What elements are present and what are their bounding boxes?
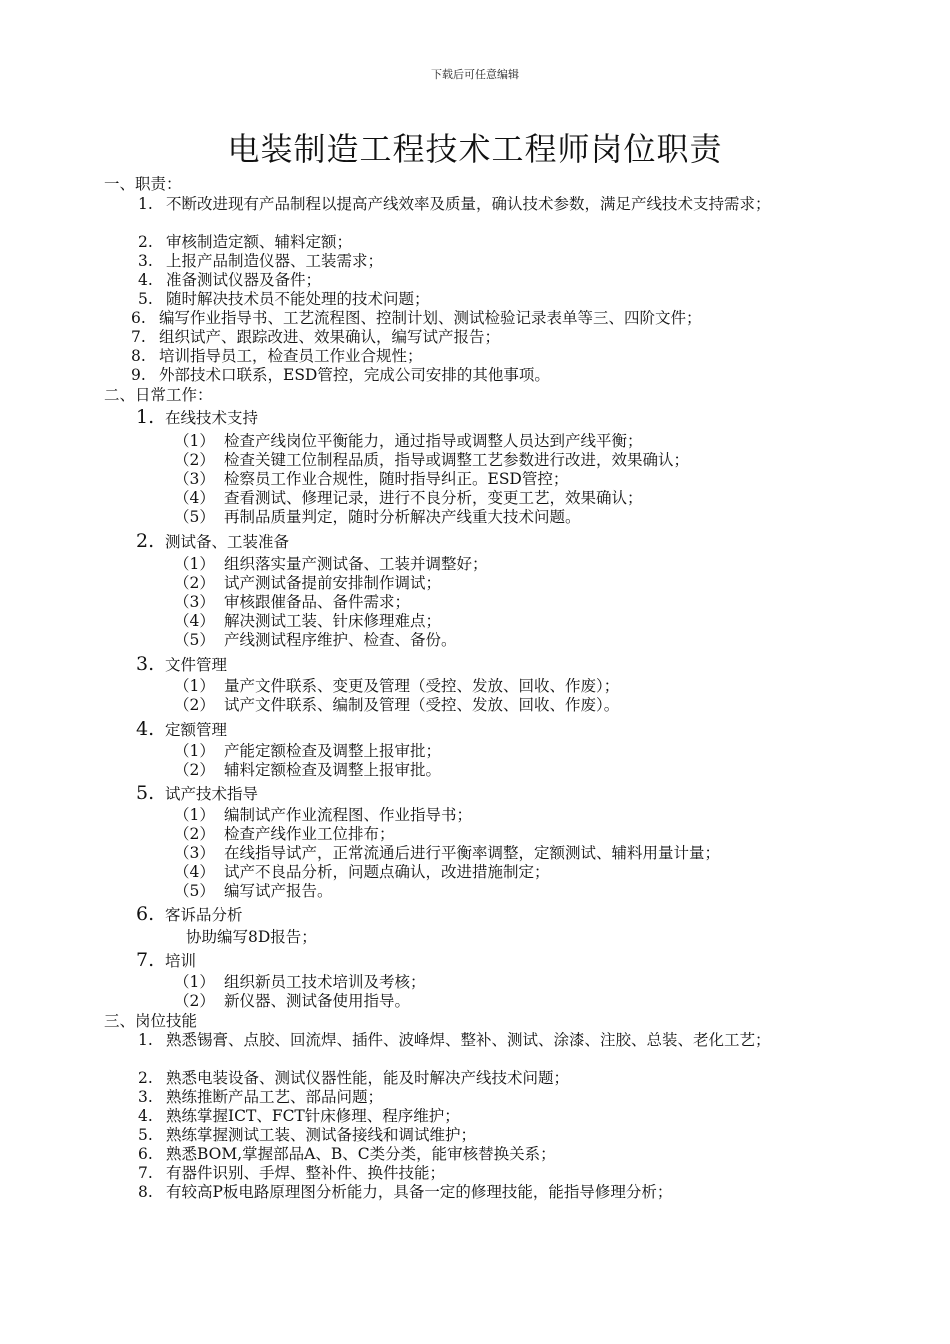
list-item-number: 7.: [131, 328, 146, 346]
sub-item-number: （1）: [174, 432, 215, 450]
sub-item-number: （3）: [174, 470, 215, 488]
sub-item-text: 解决测试工装、针床修理难点；: [224, 612, 442, 630]
list-item-number: 4.: [138, 1107, 153, 1125]
sub-item-text: 检查产线岗位平衡能力，通过指导或调整人员达到产线平衡；: [224, 432, 643, 450]
sub-item-text: 检查关键工位制程品质，指导或调整工艺参数进行改进，效果确认；: [224, 451, 690, 469]
section-heading: 二、日常工作：: [104, 386, 213, 404]
group-title: 在线技术支持: [165, 409, 259, 427]
sub-item-number: （1）: [174, 806, 215, 824]
sub-item-number: （1）: [174, 555, 215, 573]
section-heading: 一、职责：: [104, 175, 182, 193]
list-item-number: 8.: [138, 1183, 153, 1201]
list-item-text: 培训指导员工，检查员工作业合规性；: [159, 347, 423, 365]
group-title: 文件管理: [165, 656, 228, 674]
list-item-text: 随时解决技术员不能处理的技术问题；: [166, 290, 430, 308]
group-title: 测试备、工装准备: [165, 533, 290, 551]
list-item-text: 外部技术口联系，ESD管控，完成公司安排的其他事项。: [159, 366, 550, 384]
sub-item-text: 新仪器、测试备使用指导。: [224, 992, 411, 1010]
list-item-text: 熟悉BOM,掌握部品A、B、C类分类，能审核替换关系；: [166, 1145, 556, 1163]
header-note: 下载后可任意编辑: [431, 68, 519, 81]
group-number: 5.: [136, 782, 155, 804]
sub-item-text: 再制品质量判定，随时分析解决产线重大技术问题。: [224, 508, 581, 526]
group-title: 客诉品分析: [165, 906, 243, 924]
sub-item-number: （2）: [174, 574, 215, 592]
sub-item-text: 检察员工作业合规性，随时指导纠正。ESD管控；: [224, 470, 569, 488]
sub-item-text: 辅料定额检查及调整上报审批。: [224, 761, 442, 779]
group-number: 3.: [136, 653, 155, 675]
sub-item-number: （5）: [174, 508, 215, 526]
group-number: 7.: [136, 949, 155, 971]
sub-item-number: （4）: [174, 489, 215, 507]
page-title: 电装制造工程技术工程师岗位职责: [227, 130, 723, 168]
list-item-number: 5.: [138, 290, 153, 308]
sub-item-text: 量产文件联系、变更及管理（受控、发放、回收、作废）；: [224, 677, 620, 695]
sub-item-text: 试产测试备提前安排制作调试；: [224, 574, 442, 592]
list-item-number: 1.: [138, 195, 153, 213]
list-item-text: 熟练掌握测试工装、测试备接线和调试维护；: [166, 1126, 477, 1144]
list-item-text: 有较高P板电路原理图分析能力，具备一定的修理技能，能指导修理分析；: [166, 1183, 673, 1201]
sub-item-number: （2）: [174, 696, 215, 714]
sub-item-text: 编写试产报告。: [224, 882, 333, 900]
sub-item-number: （2）: [174, 761, 215, 779]
list-item-text: 上报产品制造仪器、工装需求；: [166, 252, 384, 270]
list-item-text: 审核制造定额、辅料定额；: [166, 233, 353, 251]
sub-item-number: （1）: [174, 742, 215, 760]
sub-item-number: （4）: [174, 863, 215, 881]
list-item-text: 有器件识别、手焊、整补件、换件技能；: [166, 1164, 446, 1182]
sub-item-text: 查看测试、修理记录，进行不良分析，变更工艺，效果确认；: [224, 489, 643, 507]
sub-item-number: （2）: [174, 825, 215, 843]
sub-item-text: 产能定额检查及调整上报审批；: [224, 742, 442, 760]
sub-item-text: 审核跟催备品、备件需求；: [224, 593, 411, 611]
sub-item-text: 编制试产作业流程图、作业指导书；: [224, 806, 473, 824]
list-item-number: 8.: [131, 347, 146, 365]
list-item-text: 熟悉锡膏、点胶、回流焊、插件、波峰焊、整补、测试、涂漆、注胶、总装、老化工艺；: [166, 1031, 771, 1049]
group-number: 2.: [136, 530, 155, 552]
sub-item-number: （2）: [174, 992, 215, 1010]
list-item-number: 6.: [131, 309, 146, 327]
sub-item-number: （3）: [174, 593, 215, 611]
group-title: 试产技术指导: [165, 785, 259, 803]
list-item-text: 熟练推断产品工艺、部品问题；: [166, 1088, 384, 1106]
group-title: 培训: [165, 952, 197, 970]
sub-item-number: （1）: [174, 677, 215, 695]
group-plain-text: 协助编写8D报告；: [186, 928, 317, 946]
sub-item-number: （3）: [174, 844, 215, 862]
list-item-number: 3.: [138, 1088, 153, 1106]
list-item-text: 准备测试仪器及备件；: [166, 271, 322, 289]
sub-item-text: 组织落实量产测试备、工装并调整好；: [224, 555, 488, 573]
list-item-text: 不断改进现有产品制程以提高产线效率及质量，确认技术参数，满足产线技术支持需求；: [166, 195, 771, 213]
group-number: 4.: [136, 718, 155, 740]
sub-item-text: 产线测试程序维护、检查、备份。: [224, 631, 457, 649]
sub-item-number: （4）: [174, 612, 215, 630]
list-item-text: 熟练掌握ICT、FCT针床修理、程序维护；: [166, 1107, 460, 1125]
sub-item-text: 试产不良品分析，问题点确认，改进措施制定；: [224, 863, 550, 881]
sub-item-text: 在线指导试产，正常流通后进行平衡率调整，定额测试、辅料用量计量；: [224, 844, 721, 862]
list-item-text: 编写作业指导书、工艺流程图、控制计划、测试检验记录表单等三、四阶文件；: [159, 309, 702, 327]
sub-item-text: 试产文件联系、编制及管理（受控、发放、回收、作废）。: [224, 696, 620, 714]
list-item-number: 2.: [138, 233, 153, 251]
sub-item-number: （5）: [174, 882, 215, 900]
sub-item-text: 组织新员工技术培训及考核；: [224, 973, 426, 991]
list-item-text: 组织试产、跟踪改进、效果确认，编写试产报告；: [159, 328, 501, 346]
list-item-number: 3.: [138, 252, 153, 270]
sub-item-number: （2）: [174, 451, 215, 469]
list-item-number: 7.: [138, 1164, 153, 1182]
list-item-text: 熟悉电装设备、测试仪器性能，能及时解决产线技术问题；: [166, 1069, 570, 1087]
group-number: 6.: [136, 903, 155, 925]
list-item-number: 9.: [131, 366, 146, 384]
section-heading: 三、岗位技能: [104, 1012, 198, 1030]
sub-item-text: 检查产线作业工位排布；: [224, 825, 395, 843]
sub-item-number: （1）: [174, 973, 215, 991]
sub-item-number: （5）: [174, 631, 215, 649]
list-item-number: 2.: [138, 1069, 153, 1087]
list-item-number: 5.: [138, 1126, 153, 1144]
list-item-number: 4.: [138, 271, 153, 289]
list-item-number: 6.: [138, 1145, 153, 1163]
group-number: 1.: [136, 406, 155, 428]
list-item-number: 1.: [138, 1031, 153, 1049]
group-title: 定额管理: [165, 721, 228, 739]
